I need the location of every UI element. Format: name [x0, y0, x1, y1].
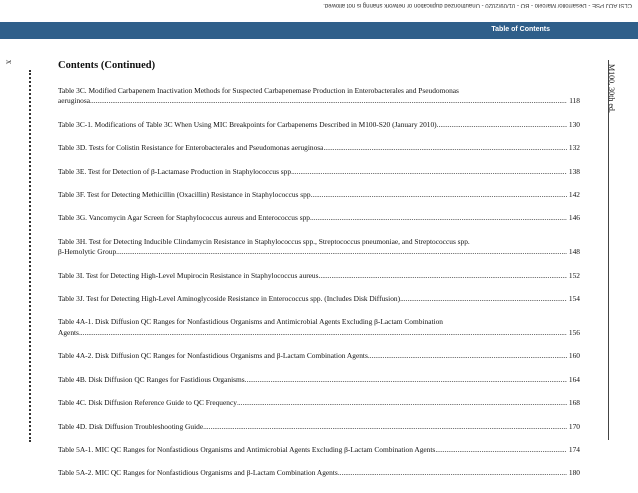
toc-entry-text: Table 3G. Vancomycin Agar Screen for Staphylococcus aureus and Enterococcus spp. [58, 213, 312, 223]
toc-entry-text: Table 4A-1. Disk Diffusion QC Ranges for Nonfastidious Organisms and Antimicrobial Agents Excluding β-Lactam Combination [58, 317, 443, 327]
toc-entry-text: Table 3C. Modified Carbapenem Inactivation Methods for Suspected Carbapenemase Production in Enterobacterales and Pseudomonas [58, 86, 459, 95]
toc-page-number: 142 [568, 190, 580, 200]
toc-entry-text: Table 4B. Disk Diffusion QC Ranges for Fastidious Organisms [58, 374, 245, 384]
toc-entry[interactable] [58, 468, 580, 478]
toc-entry-text: Table 5A-1. MIC QC Ranges for Nonfastidious Organisms and Antimicrobial Agents Excluding β-Lactam Combination Agents [58, 444, 436, 454]
toc-entry[interactable] [58, 398, 580, 408]
toc-entry[interactable] [58, 213, 580, 223]
toc-entry-text: Table 3C-1. Modifications of Table 3C When Using MIC Breakpoints for Carbapenems Described in M100-S20 (January 2010) [58, 119, 437, 129]
header-bar [0, 22, 638, 39]
toc-page-number: 160 [568, 351, 580, 361]
header-title: Table of Contents [491, 26, 550, 33]
toc-page-number: 180 [568, 468, 580, 478]
toc-list [58, 86, 580, 479]
toc-entry-text: Table 3E. Test for Detection of β-Lactamase Production in Staphylococcus spp. [58, 166, 293, 176]
toc-entry-text: Table 4C. Disk Diffusion Reference Guide to QC Frequency [58, 398, 237, 408]
toc-page-number: 156 [568, 327, 580, 337]
toc-page-number: 130 [568, 119, 580, 129]
toc-page-number: 146 [568, 213, 580, 223]
toc-entry-text: Table 3D. Tests for Colistin Resistance for Enterobacterales and Pseudomonas aeruginosa [58, 143, 324, 153]
toc-entry-text-cont: aeruginosa [58, 96, 91, 106]
toc-entry-text: Table 5A-2. MIC QC Ranges for Nonfastidious Organisms and β-Lactam Combination Agents [58, 468, 338, 478]
toc-page-number: 118 [569, 96, 580, 106]
toc-page-number: 148 [568, 247, 580, 257]
toc-entry[interactable] [58, 271, 580, 281]
toc-entry[interactable] [58, 294, 580, 304]
toc-page-number: 132 [568, 143, 580, 153]
toc-entry-text: Table 3I. Test for Detecting High-Level Mupirocin Resistance in Staphylococcus aureus [58, 270, 319, 280]
toc-entry-text-cont: β-Hemolytic Group [58, 247, 117, 257]
toc-entry[interactable] [58, 237, 580, 258]
toc-entry-text: Table 3F. Test for Detecting Methicillin (Oxacillin) Resistance in Staphylococcus spp. [58, 190, 313, 200]
watermark-text: CLSI AOJ PSE - Desarrollo/ Marcelo - BO - 01/09/2020 - Unauthorized duplication or network sharing is not allowed. [323, 2, 632, 8]
toc-entry[interactable] [58, 422, 580, 432]
toc-entry[interactable] [58, 120, 580, 130]
roman-page-number: x [4, 59, 15, 65]
toc-page-number: 174 [568, 444, 580, 454]
toc-page-number: 164 [568, 374, 580, 384]
toc-entry[interactable] [58, 167, 580, 177]
toc-entry[interactable] [58, 190, 580, 200]
toc-page-number: 152 [568, 270, 580, 280]
toc-page-number: 138 [568, 166, 580, 176]
toc-entry[interactable] [58, 375, 580, 385]
toc-page-number: 154 [568, 294, 580, 304]
toc-entry-text: Table 3J. Test for Detecting High-Level Aminoglycoside Resistance in Enterococcus spp. (Includes Disk Diffusion) [58, 294, 401, 304]
toc-page-number: 168 [568, 398, 580, 408]
toc-entry-text: Table 3H. Test for Detecting Inducible Clindamycin Resistance in Staphylococcus spp., Streptococcus pneumoniae, and Streptococcus spp. [58, 236, 470, 246]
toc-entry-text: Table 4D. Disk Diffusion Troubleshooting Guide [58, 421, 204, 431]
toc-entry[interactable] [58, 86, 580, 107]
toc-page-number: 170 [568, 421, 580, 431]
toc-entry[interactable] [58, 317, 580, 338]
toc-entry[interactable] [58, 143, 580, 153]
page-title: Contents (Continued) [58, 60, 156, 71]
toc-entry-text: Table 4A-2. Disk Diffusion QC Ranges for Nonfastidious Organisms and β-Lactam Combination Agents [58, 351, 368, 361]
edition-label: M100, 30th ed. [607, 64, 616, 113]
toc-entry-text-cont: Agents [58, 327, 79, 337]
left-dotted-rule [29, 70, 31, 442]
toc-entry[interactable] [58, 445, 580, 455]
toc-entry[interactable] [58, 351, 580, 361]
